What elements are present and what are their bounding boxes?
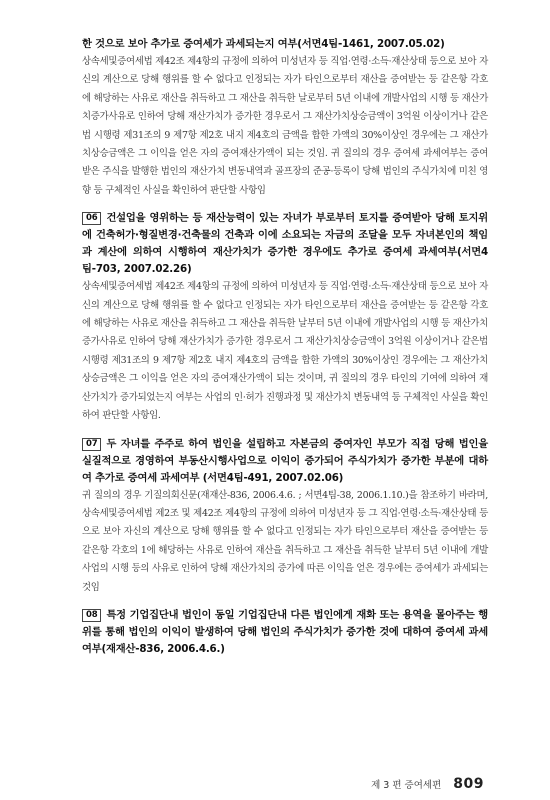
section-title: 07 두 자녀를 주주로 하여 법인을 설립하고 자본금의 증여자인 부모가 직접 당해 법인을 실질적으로 경영하여 부동산시행사업으로 이익이 증가되어 주식가치가 증가한 부분에 대하여 추가로 증여세 과세여부 (서면4팀-491, 2007.02.06): [82, 437, 488, 484]
section-number-badge: 08: [82, 609, 101, 622]
footer-part-label: 제 3 편 증여세편: [371, 780, 442, 791]
section-body: 상속세및증여세법 제42조 제4항의 규정에 의하여 미성년자 등 직업·연령·소득·재산상태 등으로 보아 자신의 계산으로 당해 행위를 할 수 없다고 인정되는 자가 타인으로부터 재산을 증여받는 등 같은항 각호에 해당하는 사유로 재산을 취득하고 그 재산을 취득한 날로부터 5년 이내에 개발사업의 시행 등 재산가치증가사유로 인하여 당해 재산가치가 증가한 경우로서 그 재산가치상승금액이 3억원 이상이거나 같은법 시행령 제31조의 9 제7항 제2호 내지 제4호의 금액을 합한 가액의 30%이상인 경우에는 그 재산가치상승금액은 그 이익을 얻은 자의 증여재산가액이 되는 것임. 귀 질의의 경우 증여세 과세여부는 증여받은 주식을 발행한 법인의 재산가치 변동내역과 골프장의 준공·등록이 당해 법인의 주식가치에 미친 영향 등 구체적인 사실을 확인하여 판단할 사항임: [82, 56, 488, 196]
section-body: 귀 질의의 경우 기질의회신문(재재산-836, 2006.4.6. ; 서면4팀-38, 2006.1.10.)을 참조하기 바라며, 상속세및증여세법 제2조 및 제42조 제4항의 규정에 의하여 미성년자 등 그 직업·연령·소득·재산상태 등으로 보아 자신의 계산으로 당해 행위를 할 수 없다고 인정되는 자가 타인으로부터 재산을 증여받는 등 같은항 각호의 1에 해당하는 사유로 인하여 재산을 취득하고 그 재산을 취득한 날부터 5년 이내에 개발사업의 시행 등의 사유로 인하여 당해 재산가치의 증가에 따른 이익을 얻은 경우에는 증여세가 과세되는 것임: [82, 489, 488, 593]
section-06: [82, 210, 488, 425]
page-content: [82, 30, 488, 658]
section-08: [82, 607, 488, 658]
section-title: 06 건설업을 영위하는 등 재산능력이 있는 자녀가 부로부터 토지를 증여받아 당해 토지위에 건축허가·형질변경·건축물의 건축과 이에 소요되는 자금의 조달을 모두 자녀본인의 책임과 계산에 의하여 시행하여 재산가치가 증가한 경우에도 추가로 증여세 과세여부(서면4팀-703, 2007.02.26): [82, 212, 488, 276]
section-number-badge: 06: [82, 212, 101, 225]
section-title: 한 것으로 보아 추가로 증여세가 과세되는지 여부(서면4팀-1461, 2007.05.02): [82, 38, 445, 50]
section-07: [82, 436, 488, 597]
section-body: 상속세및증여세법 제42조 제4항의 규정에 의하여 미성년자 등 직업·연령·소득·재산상태 등으로 보아 자신의 계산으로 당해 행위를 할 수 없다고 인정되는 자가 타인으로부터 재산을 증여받는 등 같은항 각호에 해당하는 사유로 재산을 취득하고 그 재산을 취득한 날부터 5년 이내에 개발사업의 시행 등 재산가치증가사유로 인하여 당해 재산가치가 증가한 경우로서 그 재산가치상승금액이 3억원 이상이거나 같은법 시행령 제31조의 9 제7항 제2호 내지 제4호의 금액을 합한 가액의 30%이상인 경우에는 그 재산가치상승금액은 그 이익을 얻은 자의 증여재산가액이 되는 것이며, 귀 질의의 경우 타인의 기여에 의하여 재산가치가 증가되었는지 여부는 사업의 인·허가 진행과정 및 재산가치 변동내역 등 구체적인 사실을 확인하여 판단할 사항임.: [82, 281, 488, 422]
section-number-badge: 07: [82, 438, 101, 451]
section-continued: [82, 36, 488, 200]
page-number: 809: [453, 776, 484, 792]
section-title: 08 특정 기업집단내 법인이 동일 기업집단내 다른 법인에게 재화 또는 용역을 몰아주는 행위를 통해 법인의 이익이 발생하여 당해 법인의 주식가치가 증가한 것에 대하여 증여세 과세여부(재재산-836, 2006.4.6.): [82, 608, 488, 655]
page-footer: [371, 776, 484, 792]
